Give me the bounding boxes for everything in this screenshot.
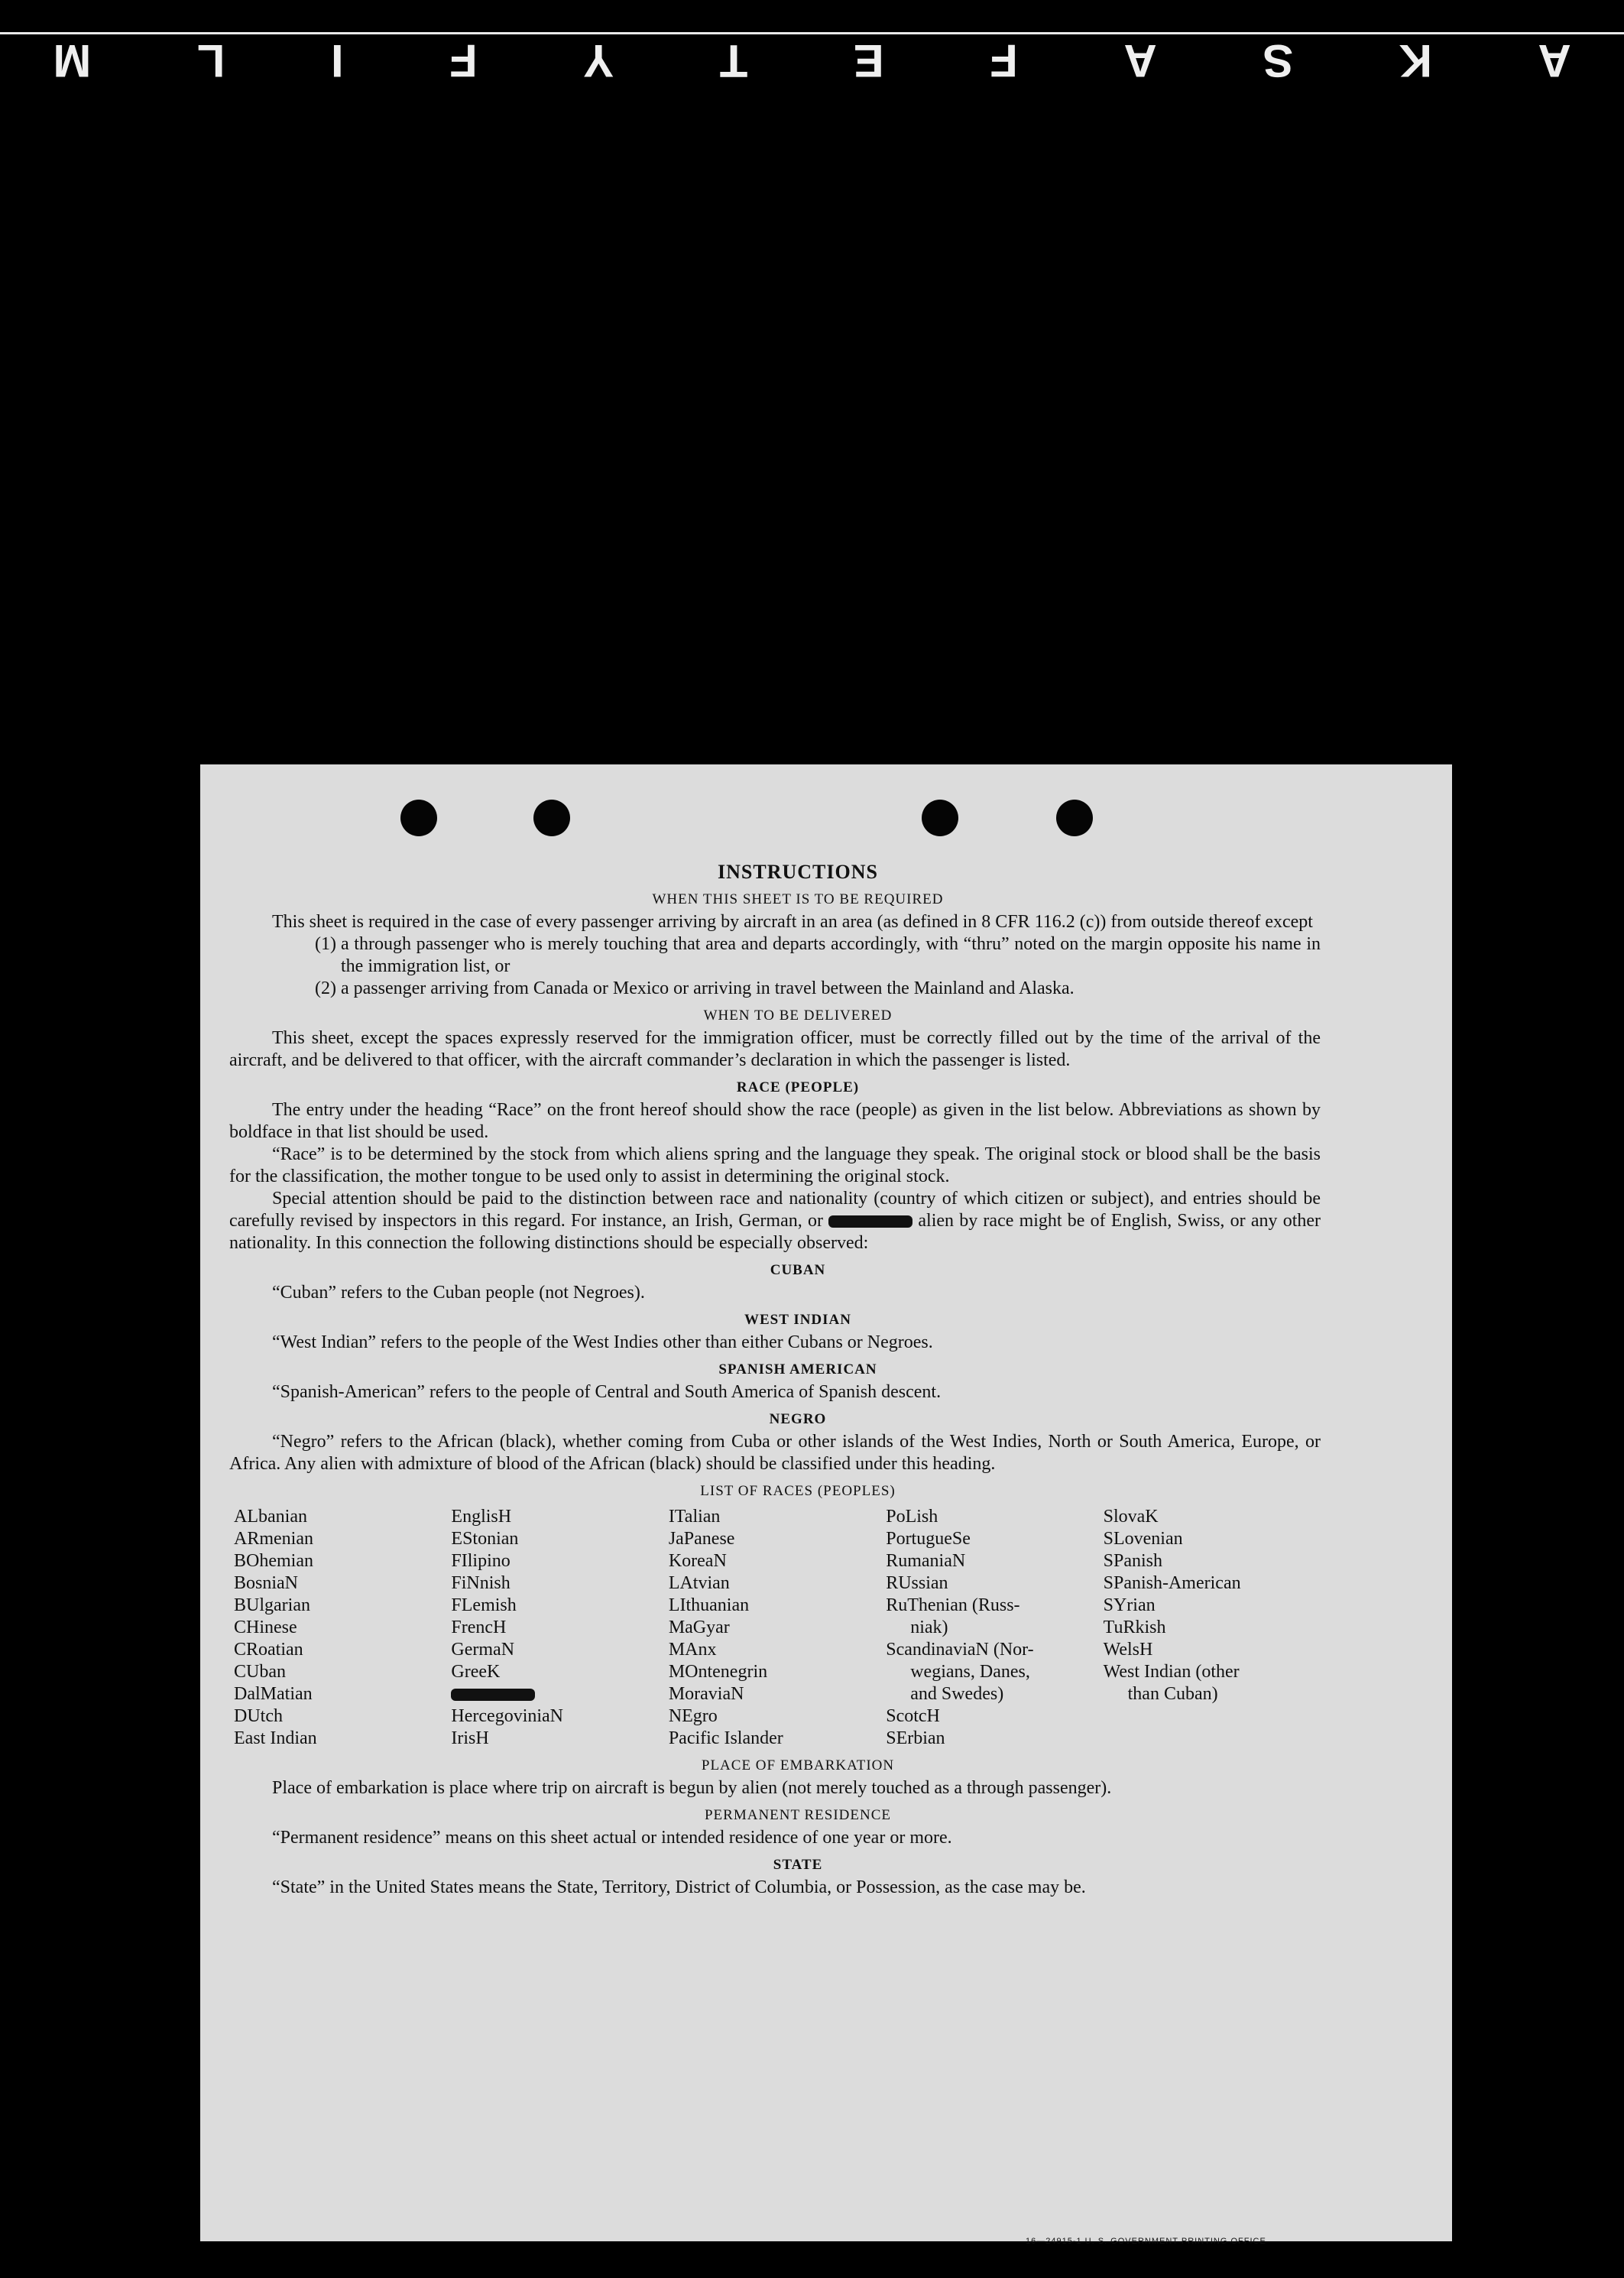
race-entry: RUssian bbox=[886, 1573, 948, 1593]
race-entry-continued: wegians, Danes, bbox=[910, 1662, 1030, 1682]
races-column-4 bbox=[886, 1506, 1103, 1750]
race-entry: MOntenegrin bbox=[668, 1662, 768, 1682]
race-entry: GermaN bbox=[451, 1640, 515, 1660]
film-char: E bbox=[853, 35, 884, 87]
races-column-2 bbox=[451, 1506, 668, 1750]
race-entry: ScandinaviaN (Nor- bbox=[886, 1640, 1034, 1660]
cuban-text: “Cuban” refers to the Cuban people (not Negroes). bbox=[272, 1283, 645, 1303]
race-entry: BOhemian bbox=[234, 1551, 313, 1571]
race-entry: SErbian bbox=[886, 1728, 945, 1748]
race-entry: ITalian bbox=[668, 1507, 721, 1527]
race-entry: East Indian bbox=[234, 1728, 317, 1748]
state-text: “State” in the United States means the State, Territory, District of Columbia, or Possession, as the case may be. bbox=[272, 1877, 1086, 1897]
film-edge-line bbox=[0, 32, 1624, 34]
section-heading-spanish-american: SPANISH AMERICAN bbox=[718, 1361, 877, 1378]
delivered-text: This sheet, except the spaces expressly reserved for the immigration officer, must be correctly filled out by the time of the arrival of the aircraft, and be delivered to that officer, with the aircraft commander’s declaration in which the passenger is listed. bbox=[229, 1028, 1321, 1070]
race-entry: PortugueSe bbox=[886, 1529, 971, 1549]
exception-text: a through passenger who is merely touching that area and departs accordingly, with “thru” noted on the margin opposite his name in the immigration list, or bbox=[341, 934, 1321, 976]
section-heading-residence: PERMANENT RESIDENCE bbox=[704, 1807, 892, 1823]
film-char: A bbox=[1538, 35, 1571, 87]
race-entry: ALbanian bbox=[234, 1507, 307, 1527]
race-entry: LIthuanian bbox=[668, 1595, 750, 1615]
race-entry: BosniaN bbox=[234, 1573, 298, 1593]
film-char: I bbox=[330, 35, 344, 87]
race-entry: TuRkish bbox=[1103, 1618, 1166, 1637]
required-intro: This sheet is required in the case of every passenger arriving by aircraft in an area (as defined in 8 CFR 116.2 (c)) from outside thereof except bbox=[272, 912, 1313, 932]
race-entry-redacted bbox=[451, 1683, 668, 1705]
race-entry: GreeK bbox=[451, 1662, 501, 1682]
section-heading-west-indian: WEST INDIAN bbox=[744, 1312, 851, 1328]
race-entry: SLovenian bbox=[1103, 1529, 1183, 1549]
race-entry: FrencH bbox=[451, 1618, 507, 1637]
film-char: K bbox=[1399, 35, 1432, 87]
races-column-1 bbox=[234, 1506, 451, 1750]
race-entry: SPanish-American bbox=[1103, 1573, 1241, 1593]
film-char: L bbox=[196, 35, 225, 87]
section-heading-delivered: WHEN TO BE DELIVERED bbox=[703, 1008, 893, 1024]
race-entry: SlovaK bbox=[1103, 1507, 1159, 1527]
film-char: M bbox=[53, 35, 92, 87]
film-char: F bbox=[449, 35, 478, 87]
embarkation-text: Place of embarkation is place where trip on aircraft is begun by alien (not merely touched as a through passenger). bbox=[272, 1778, 1112, 1798]
page-title: INSTRUCTIONS bbox=[718, 861, 878, 883]
instructions-content bbox=[229, 861, 1321, 1899]
race-entry: SYrian bbox=[1103, 1595, 1156, 1615]
race-paragraph-3 bbox=[229, 1188, 1321, 1254]
section-heading-cuban: CUBAN bbox=[770, 1262, 826, 1278]
west-indian-text: “West Indian” refers to the people of the West Indies other than either Cubans or Negroes. bbox=[272, 1332, 933, 1352]
race-entry-continued: and Swedes) bbox=[910, 1684, 1004, 1704]
redaction-mark bbox=[828, 1215, 912, 1228]
race-paragraph-3b: alien by race might be of English, Swiss, or any other nationality. In this connection the following distinctions should be especially observed: bbox=[229, 1211, 1321, 1253]
punch-hole bbox=[922, 800, 958, 836]
race-entry: HercegoviniaN bbox=[451, 1706, 564, 1726]
race-entry: ARmenian bbox=[234, 1529, 313, 1549]
race-entry: FLemish bbox=[451, 1595, 517, 1615]
race-paragraph-1: The entry under the heading “Race” on the front hereof should show the race (people) as given in the list below. Abbreviations as shown by boldface in that list should be used. bbox=[229, 1100, 1321, 1142]
exception-number: (1) bbox=[315, 934, 336, 954]
race-entry: RumaniaN bbox=[886, 1551, 966, 1571]
film-char: Y bbox=[583, 35, 614, 87]
race-entry: JaPanese bbox=[668, 1529, 735, 1549]
section-heading-race: RACE (PEOPLE) bbox=[736, 1079, 860, 1095]
races-column-3 bbox=[669, 1506, 886, 1750]
race-entry: ScotcH bbox=[886, 1706, 940, 1726]
film-char: F bbox=[990, 35, 1018, 87]
race-entry: RuThenian (Russ- bbox=[886, 1595, 1020, 1615]
race-entry: DUtch bbox=[234, 1706, 283, 1726]
race-entry: IrisH bbox=[451, 1728, 489, 1748]
race-entry: CRoatian bbox=[234, 1640, 303, 1660]
film-char: S bbox=[1263, 35, 1294, 87]
section-heading-required: WHEN THIS SHEET IS TO BE REQUIRED bbox=[652, 891, 944, 907]
redaction-mark bbox=[451, 1689, 535, 1701]
race-entry: MoraviaN bbox=[668, 1684, 744, 1704]
section-heading-races-list: LIST OF RACES (PEOPLES) bbox=[700, 1483, 896, 1499]
residence-text: “Permanent residence” means on this sheet actual or intended residence of one year or more. bbox=[272, 1828, 952, 1848]
races-column-5 bbox=[1104, 1506, 1321, 1750]
race-entry: West Indian (other bbox=[1103, 1662, 1240, 1682]
race-entry: FiNnish bbox=[451, 1573, 511, 1593]
race-entry: CHinese bbox=[234, 1618, 297, 1637]
race-entry: MaGyar bbox=[668, 1618, 730, 1637]
punch-hole bbox=[533, 800, 570, 836]
race-paragraph-2: “Race” is to be determined by the stock from which aliens spring and the language they speak. The original stock or blood shall be the basis for the classification, the mother tongue to be used only to assist in determining the original stock. bbox=[229, 1144, 1321, 1186]
exception-item bbox=[229, 933, 1321, 978]
film-char: A bbox=[1123, 35, 1157, 87]
race-entry: EnglisH bbox=[451, 1507, 512, 1527]
race-entry: MAnx bbox=[668, 1640, 717, 1660]
exception-item bbox=[229, 978, 1321, 1000]
section-heading-embarkation: PLACE OF EMBARKATION bbox=[701, 1757, 895, 1773]
race-entry-continued: than Cuban) bbox=[1127, 1684, 1218, 1704]
section-heading-state: STATE bbox=[773, 1857, 823, 1873]
race-entry: SPanish bbox=[1103, 1551, 1162, 1571]
film-edge-text bbox=[0, 35, 1624, 87]
race-entry: Pacific Islander bbox=[668, 1728, 783, 1748]
film-char: T bbox=[719, 35, 748, 87]
exception-number: (2) bbox=[315, 978, 336, 998]
punch-hole bbox=[400, 800, 437, 836]
race-entry: EStonian bbox=[451, 1529, 519, 1549]
race-entry-continued: niak) bbox=[910, 1618, 948, 1637]
race-entry: KoreaN bbox=[668, 1551, 727, 1571]
race-entry: NEgro bbox=[668, 1706, 718, 1726]
exception-text: a passenger arriving from Canada or Mexico or arriving in travel between the Mainland and Alaska. bbox=[341, 978, 1075, 998]
spanish-american-text: “Spanish-American” refers to the people of Central and South America of Spanish descent. bbox=[272, 1382, 942, 1402]
section-heading-negro: NEGRO bbox=[769, 1411, 827, 1427]
race-entry: BUlgarian bbox=[234, 1595, 310, 1615]
race-entry: DalMatian bbox=[234, 1684, 313, 1704]
race-entry: CUban bbox=[234, 1662, 286, 1682]
film-edge-strip bbox=[0, 0, 1624, 87]
negro-text: “Negro” refers to the African (black), whether coming from Cuba or other islands of the West Indies, North or South America, Europe, or Africa. Any alien with admixture of blood of the African (black) should be classified under this heading. bbox=[229, 1432, 1321, 1474]
race-entry: PoLish bbox=[886, 1507, 938, 1527]
race-entry: WelsH bbox=[1103, 1640, 1153, 1660]
race-paragraph-3a: Special attention should be paid to the distinction between race and nationality (country of which citizen or subject), and entries should be carefully revised by inspectors in this regard. For instance, an Irish, German, or bbox=[229, 1189, 1321, 1231]
printing-office-footer: 16—24915-1 U. S. GOVERNMENT PRINTING OFFICE bbox=[1026, 2237, 1266, 2246]
punch-hole bbox=[1056, 800, 1093, 836]
races-list bbox=[234, 1506, 1321, 1750]
race-entry: FIlipino bbox=[451, 1551, 511, 1571]
document-page bbox=[200, 764, 1452, 2246]
race-entry: LAtvian bbox=[668, 1573, 730, 1593]
